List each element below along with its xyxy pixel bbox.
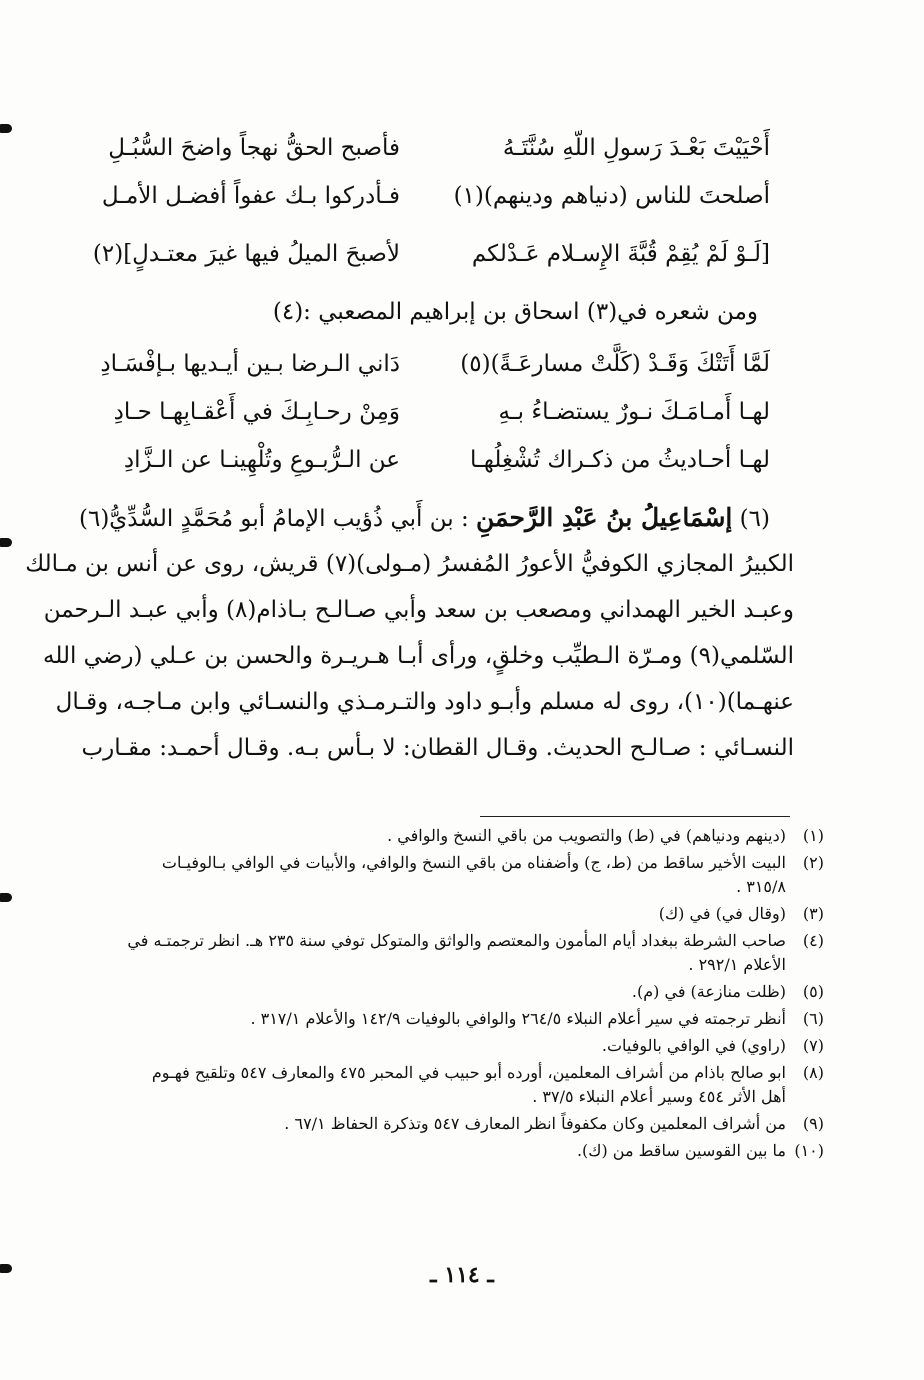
verse-first-hemistich: لهـا أحـاديثُ من ذكـراك تُشْغِلُهـا bbox=[470, 447, 770, 473]
verse-first-hemistich: [لَـوْ لَمْ يُقِمْ قُبَّةَ الإِسـلام عَـدْلكم bbox=[471, 241, 770, 267]
footnote-number: (٣) bbox=[802, 904, 824, 923]
verse-second-hemistich: عن الـرُّبـوعِ وتُلْهِينـا عن الـزَّادِ bbox=[123, 447, 400, 473]
footnote-text: من أشراف المعلمين وكان مكفوفاً انظر المعارف ٥٤٧ وتذكرة الحفاظ ٦٧/١ . bbox=[284, 1114, 786, 1133]
entry-number: (٦) bbox=[739, 506, 770, 532]
verse-first-hemistich: أَحْيَيْتَ بَعْـدَ رَسولِ اللّهِ سُنَّتَـهُ bbox=[502, 135, 770, 161]
verse-first-hemistich: لَمَّا أَتَتْكَ وَقَـدْ (كَلَّتْ مسارعَـةً)(٥) bbox=[460, 351, 770, 377]
footnote bbox=[124, 851, 824, 899]
verse bbox=[113, 392, 770, 438]
footnote-divider bbox=[480, 816, 790, 817]
verse bbox=[100, 344, 770, 390]
entry-name: إسْمَاعِيلُ بنُ عَبْدِ الرَّحمَنِ bbox=[476, 503, 733, 532]
footnote bbox=[124, 1034, 824, 1058]
footnote bbox=[124, 824, 824, 848]
entry-text-line: الكبيرُ المجازي الكوفيُّ الأعورُ المُفسرُ (مـولى)(٧) قريش، روى عن أنس بن مـالك bbox=[25, 551, 794, 577]
binding-mark bbox=[0, 124, 12, 133]
footnote-text: صاحب الشرطة ببغداد أيام المأمون والمعتصم والواثق والمتوكل توفي سنة ٢٣٥ هـ. انظر ترجمتـه في الأعلام ٢٩٢/١ . bbox=[127, 931, 786, 974]
entry-text-line: عنهـما)(١٠)، روى له مسلم وأبـو داود والتـرمـذي والنسـائي وابن مـاجـه، وقـال bbox=[55, 689, 794, 715]
verse-second-hemistich: وَمِنْ رحـابِـكَ في أَعْقـابِهـا حـادِ bbox=[113, 399, 400, 425]
binding-mark bbox=[0, 538, 12, 547]
verse bbox=[123, 440, 770, 486]
footnote bbox=[124, 929, 824, 977]
footnote-number: (١٠) bbox=[794, 1141, 824, 1160]
footnote bbox=[124, 1112, 824, 1136]
footnote-number: (٩) bbox=[802, 1114, 824, 1133]
verse bbox=[108, 128, 770, 174]
footnote-text: (ظلت منازعة) في (م). bbox=[631, 982, 786, 1001]
poem-introduction: ومن شعره في(٣) اسحاق بن إبراهيم المصعبي :(٤) bbox=[272, 299, 758, 325]
footnote bbox=[124, 1061, 824, 1109]
binding-mark bbox=[0, 893, 12, 902]
footnote-number: (٥) bbox=[802, 982, 824, 1001]
verse-second-hemistich: لأصبحَ الميلُ فيها غيرَ معتـدلٍ](٢) bbox=[92, 241, 400, 267]
entry-text-line: السّلمي(٩) ومـرّة الـطيِّب وخلقٍ، ورأى أبـا هـريـرة والحسن بن عـلي (رضي الله bbox=[43, 643, 794, 669]
verse-second-hemistich: فأصبح الحقُّ نهجاً واضحَ السُّبُـلِ bbox=[108, 135, 400, 161]
verse-second-hemistich: دَاني الـرضا بـين أيـديها بـإفْسَـادِ bbox=[100, 351, 400, 377]
footnote bbox=[124, 1139, 824, 1163]
footnote-text: (دينهم ودنياهم) في (ط) والتصويب من باقي النسخ والوافي . bbox=[387, 826, 786, 845]
footnote-text: ما بين القوسين ساقط من (ك). bbox=[576, 1141, 786, 1160]
entry-text-line: النسـائي : صـالـح الحديث. وقـال القطان: لا بـأس بـه. وقـال أحمـد: مقـارب bbox=[81, 735, 794, 761]
footnote-text: (راوي) في الوافي بالوفيات. bbox=[601, 1036, 786, 1055]
entry-heading-line bbox=[78, 498, 794, 539]
verse-first-hemistich: أصلحتَ للناس (دنياهم ودينهم)(١) bbox=[453, 183, 770, 209]
footnote-number: (٤) bbox=[802, 931, 824, 950]
entry-text-line: وعبـد الخير الهمداني ومصعب بن سعد وأبي صـالـح بـاذام(٨) وأبي عبـد الـرحمن bbox=[43, 597, 794, 623]
verse bbox=[101, 176, 770, 222]
footnote-number: (٨) bbox=[802, 1063, 824, 1082]
footnotes bbox=[124, 824, 824, 1166]
page-number: ـ ١١٤ ـ bbox=[430, 1262, 494, 1288]
footnote-text: ابو صالح باذام من أشراف المعلمين، أورده أبو حبيب في المحبر ٤٧٥ والمعارف ٥٤٧ وتلقيح فهـوم أهل الأثر ٤٥٤ وسير أعلام النبلاء ٣٧/٥ . bbox=[151, 1063, 786, 1106]
footnote bbox=[124, 902, 824, 926]
footnote-text: أنظر ترجمته في سير أعلام النبلاء ٢٦٤/٥ والوافي بالوفيات ١٤٢/٩ والأعلام ٣١٧/١ . bbox=[250, 1009, 786, 1028]
verse bbox=[92, 234, 770, 280]
footnote-number: (٧) bbox=[802, 1036, 824, 1055]
verse-first-hemistich: لهـا أَمـامَـكَ نـورٌ يستضـاءُ بـهِ bbox=[498, 399, 770, 425]
footnote-number: (١) bbox=[802, 826, 824, 845]
entry-lineage: : بن أَبي ذُؤيب الإمامُ أبو مُحَمَّدٍ السُّدِّيُّ(٦) bbox=[78, 506, 469, 532]
footnote bbox=[124, 1007, 824, 1031]
footnote-text: (وقال في) في (ك) bbox=[658, 904, 786, 923]
footnote bbox=[124, 980, 824, 1004]
footnote-number: (٢) bbox=[802, 853, 824, 872]
footnote-number: (٦) bbox=[802, 1009, 824, 1028]
footnote-text: البيت الأخير ساقط من (ط، ج) وأضفناه من باقي النسخ والوافي، والأبيات في الوافي بـالوفيـات ٣١٥/٨ . bbox=[161, 853, 786, 896]
verse-second-hemistich: فـأدركوا بـك عفواً أفضـل الأمـل bbox=[101, 183, 400, 209]
